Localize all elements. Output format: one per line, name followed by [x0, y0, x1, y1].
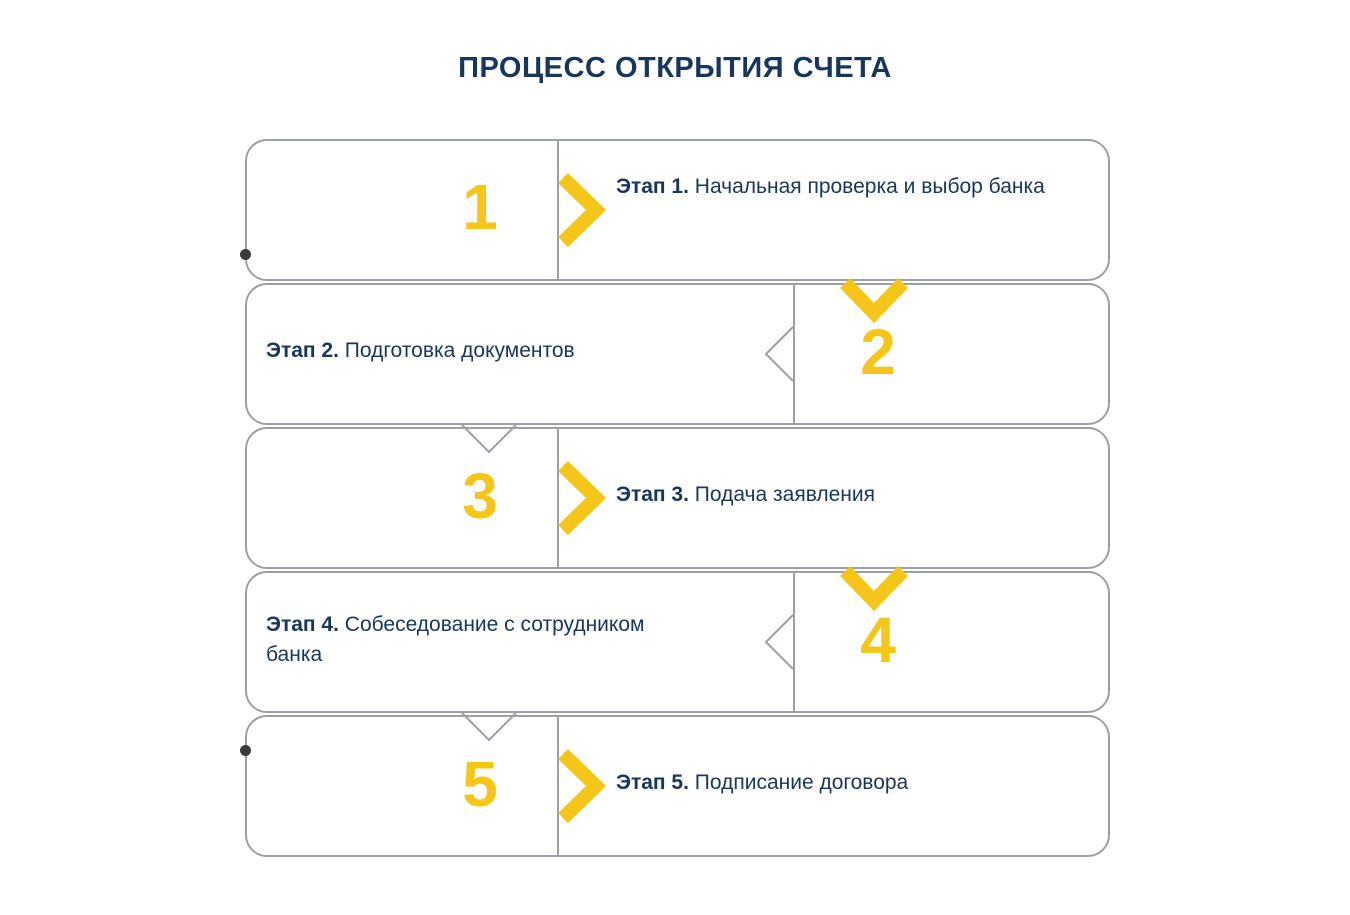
step-prefix-4: Этап 4.: [266, 613, 339, 636]
step-label-3: [616, 480, 1066, 510]
step-divider-5: [557, 715, 559, 857]
step-text-2: Подготовка документов: [338, 339, 575, 362]
step-prefix-2: Этап 2.: [266, 339, 339, 362]
step-prefix-5: Этап 5.: [616, 771, 689, 794]
step-prefix-1: Этап 1.: [616, 175, 689, 198]
step-prefix-3: Этап 3.: [616, 483, 689, 506]
step-text-1: Начальная проверка и выбор банка: [688, 175, 1045, 198]
step-divider-2: [793, 283, 795, 425]
step-number-4: 4: [860, 604, 896, 676]
step-label-1: [616, 172, 1066, 202]
step-divider-3: [557, 427, 559, 569]
start-dot: [240, 249, 251, 260]
step-label-4: [266, 610, 696, 671]
step-number-2: 2: [860, 316, 896, 388]
step-divider-4: [793, 571, 795, 713]
page-title: ПРОЦЕСС ОТКРЫТИЯ СЧЕТА: [458, 52, 892, 84]
step-number-5: 5: [462, 748, 498, 820]
step-text-5: Подписание договора: [688, 771, 909, 794]
step-label-5: [616, 768, 1066, 798]
step-text-3: Подача заявления: [688, 483, 875, 506]
step-divider-1: [557, 139, 559, 281]
step-number-3: 3: [462, 460, 498, 532]
step-number-1: 1: [462, 171, 498, 243]
step-label-2: [266, 336, 766, 366]
step-text-4: Собеседование с сотрудником банка: [266, 613, 645, 667]
end-dot: [240, 745, 251, 756]
step-box-1[interactable]: [245, 139, 1110, 281]
